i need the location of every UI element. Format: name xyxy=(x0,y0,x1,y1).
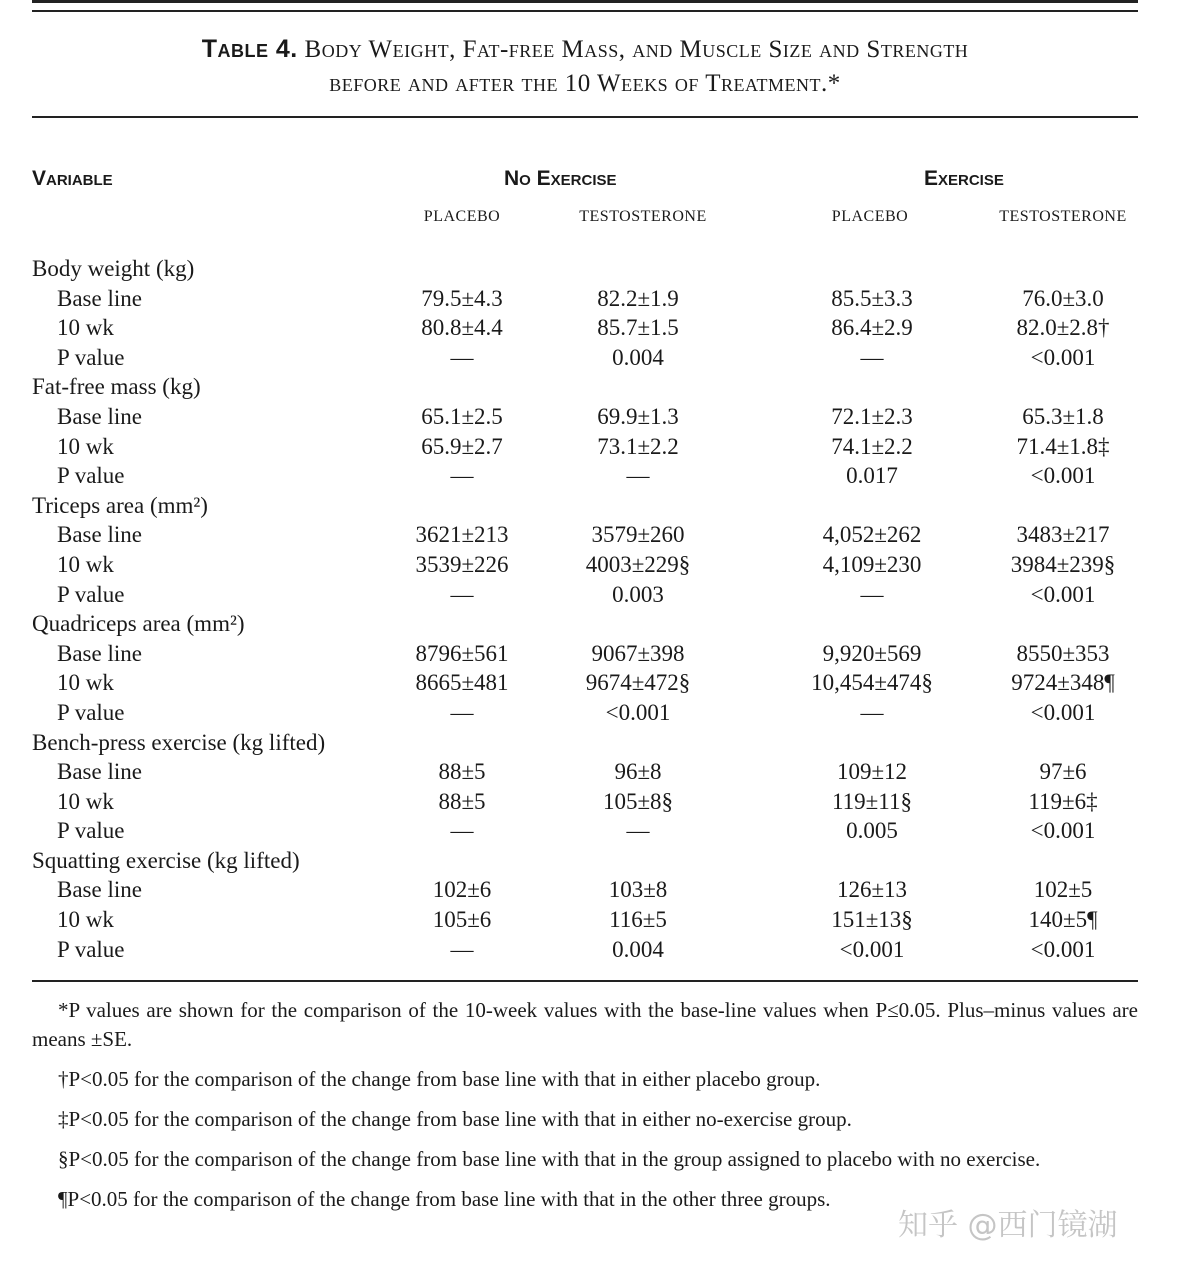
table-title-line2: before and after the 10 Weeks of Treatment.* xyxy=(329,70,841,97)
table-cell: 0.017 xyxy=(846,463,898,489)
table-group-row xyxy=(0,254,1186,284)
group-header-exercise: Exercise xyxy=(924,167,1004,190)
table-cell: 119±11§ xyxy=(832,788,912,814)
variable-label: Squatting exercise (kg lifted) xyxy=(32,847,300,873)
timepoint-label: P value xyxy=(57,463,125,489)
table-row xyxy=(0,461,1186,491)
table-cell: 9,920±569 xyxy=(822,640,922,666)
table-cell: — xyxy=(626,463,650,489)
table-cell: 71.4±1.8‡ xyxy=(1016,433,1110,459)
table-cell: 0.005 xyxy=(846,818,898,844)
table-cell: 82.2±1.9 xyxy=(597,285,679,311)
subheader-placebo-no-exercise: PLACEBO xyxy=(423,208,501,225)
timepoint-label: 10 wk xyxy=(57,551,114,577)
table-cell: 0.004 xyxy=(612,344,664,370)
table-cell: 102±6 xyxy=(432,877,492,903)
table-cell: — xyxy=(450,344,474,370)
table-row xyxy=(0,787,1186,817)
timepoint-label: Base line xyxy=(57,285,142,311)
table-cell: 8796±561 xyxy=(415,640,509,666)
timepoint-label: Base line xyxy=(57,403,142,429)
table-group-row xyxy=(0,609,1186,639)
table-cell: 8550±353 xyxy=(1016,640,1110,666)
table-cell: 4003±229§ xyxy=(585,551,691,577)
table-cell: 0.004 xyxy=(612,936,664,962)
table-cell: 72.1±2.3 xyxy=(831,403,913,429)
table-group-row xyxy=(0,372,1186,402)
footnote-pilcrow: ¶P<0.05 for the comparison of the change from base line with that in the other three groups. xyxy=(58,1187,831,1211)
table-title xyxy=(32,32,1138,101)
table-cell: <0.001 xyxy=(1030,463,1096,489)
table-title-lead: Table 4. xyxy=(201,35,298,63)
table-cell: 9674±472§ xyxy=(585,670,691,696)
table-cell: 3579±260 xyxy=(591,522,685,548)
table-body xyxy=(0,254,1186,964)
timepoint-label: P value xyxy=(57,699,125,725)
header-rule xyxy=(32,116,1138,118)
table-cell: 79.5±4.3 xyxy=(421,285,503,311)
table-cell: <0.001 xyxy=(605,699,671,725)
table-row xyxy=(0,905,1186,935)
footnotes xyxy=(32,996,1138,1225)
timepoint-label: Base line xyxy=(57,522,142,548)
table-row xyxy=(0,432,1186,462)
footnote-dagger: †P<0.05 for the comparison of the change from base line with that in either placebo group. xyxy=(58,1067,821,1091)
timepoint-label: Base line xyxy=(57,640,142,666)
table-row xyxy=(0,402,1186,432)
table-cell: — xyxy=(450,463,474,489)
table-row xyxy=(0,313,1186,343)
timepoint-label: P value xyxy=(57,818,125,844)
table-group-row xyxy=(0,491,1186,521)
variable-label: Fat-free mass (kg) xyxy=(32,374,201,400)
table-row xyxy=(0,698,1186,728)
table-row xyxy=(0,639,1186,669)
table-cell: — xyxy=(450,818,474,844)
table-cell: 116±5 xyxy=(609,907,667,933)
table-cell: 8665±481 xyxy=(415,670,509,696)
table-cell: 65.1±2.5 xyxy=(421,403,503,429)
table-cell: 10,454±474§ xyxy=(811,670,933,696)
table-cell: 88±5 xyxy=(438,759,486,785)
timepoint-label: P value xyxy=(57,581,125,607)
timepoint-label: 10 wk xyxy=(57,670,114,696)
table-cell: 103±8 xyxy=(608,877,668,903)
table-row xyxy=(0,757,1186,787)
variable-label: Quadriceps area (mm²) xyxy=(32,611,245,637)
table-row xyxy=(0,520,1186,550)
subheader-testosterone-no-exercise: TESTOSTERONE xyxy=(579,208,707,225)
table-cell: 9724±348¶ xyxy=(1011,670,1115,696)
table-row xyxy=(0,550,1186,580)
table-cell: 102±5 xyxy=(1033,877,1093,903)
table-cell: <0.001 xyxy=(1030,699,1096,725)
watermark: 知乎 @西门镜湖 xyxy=(898,1208,1118,1243)
table-cell: <0.001 xyxy=(1030,818,1096,844)
table-cell: 97±6 xyxy=(1039,759,1087,785)
column-header-variable: Variable xyxy=(32,167,113,190)
table-cell: 140±5¶ xyxy=(1028,907,1098,933)
table-cell: 3539±226 xyxy=(415,551,509,577)
table-row xyxy=(0,935,1186,965)
subheader-testosterone-exercise: TESTOSTERONE xyxy=(999,208,1127,225)
table-cell: 86.4±2.9 xyxy=(831,315,913,341)
table-cell: 119±6‡ xyxy=(1028,788,1098,814)
table-cell: 4,109±230 xyxy=(822,551,922,577)
table-cell: 3483±217 xyxy=(1016,522,1110,548)
table-row xyxy=(0,343,1186,373)
table-cell: — xyxy=(860,344,884,370)
table-title-text: Body Weight, Fat-free Mass, and Muscle Size and Strength xyxy=(304,36,969,63)
table-cell: — xyxy=(860,699,884,725)
table-row xyxy=(0,875,1186,905)
table-cell: 3621±213 xyxy=(415,522,509,548)
variable-label: Body weight (kg) xyxy=(32,256,195,281)
timepoint-label: P value xyxy=(57,936,125,962)
variable-label: Triceps area (mm²) xyxy=(32,492,208,518)
table-cell: — xyxy=(450,581,474,607)
table-cell: 65.9±2.7 xyxy=(421,433,503,459)
timepoint-label: 10 wk xyxy=(57,315,114,341)
table-cell: 88±5 xyxy=(438,788,486,814)
table-cell: <0.001 xyxy=(1030,936,1096,962)
timepoint-label: 10 wk xyxy=(57,433,114,459)
timepoint-label: Base line xyxy=(57,759,142,785)
table-cell: 82.0±2.8† xyxy=(1016,315,1110,341)
table-cell: 85.7±1.5 xyxy=(597,315,679,341)
table-cell: <0.001 xyxy=(839,936,905,962)
table-cell: — xyxy=(450,936,474,962)
table-cell: 76.0±3.0 xyxy=(1022,285,1104,311)
footnote-double-dagger: ‡P<0.05 for the comparison of the change from base line with that in either no-exercise group. xyxy=(58,1107,852,1131)
timepoint-label: 10 wk xyxy=(57,907,114,933)
top-rule-thin xyxy=(32,10,1138,12)
footnote-asterisk: *P values are shown for the comparison of the 10-week values with the base-line values when P≤0.05. Plus–minus values are means ±SE. xyxy=(32,998,1138,1051)
table-cell: 85.5±3.3 xyxy=(831,285,913,311)
table-cell: 126±13 xyxy=(836,877,908,903)
table-row xyxy=(0,668,1186,698)
timepoint-label: 10 wk xyxy=(57,788,114,814)
table-cell: 80.8±4.4 xyxy=(421,315,503,341)
table-cell: <0.001 xyxy=(1030,581,1096,607)
table-cell: 9067±398 xyxy=(591,640,685,666)
group-header-no-exercise: No Exercise xyxy=(504,167,617,190)
table-cell: 3984±239§ xyxy=(1010,551,1116,577)
table-cell: — xyxy=(626,818,650,844)
table-row xyxy=(0,816,1186,846)
table-cell: 73.1±2.2 xyxy=(597,433,679,459)
table-row xyxy=(0,580,1186,610)
table-cell: 105±8§ xyxy=(602,788,674,814)
table-cell: 151±13§ xyxy=(831,907,913,933)
table-cell: 74.1±2.2 xyxy=(831,433,913,459)
table-cell: 96±8 xyxy=(614,759,662,785)
table-group-row xyxy=(0,728,1186,758)
table-cell: 109±12 xyxy=(836,759,908,785)
table-group-row xyxy=(0,846,1186,876)
table-row xyxy=(0,284,1186,314)
table-cell: 4,052±262 xyxy=(822,522,922,548)
table-cell: 0.003 xyxy=(612,581,664,607)
table-cell: 105±6 xyxy=(432,907,492,933)
footnote-section: §P<0.05 for the comparison of the change from base line with that in the group assigned to placebo with no exercise. xyxy=(58,1147,1041,1171)
table-cell: 69.9±1.3 xyxy=(597,403,679,429)
bottom-rule xyxy=(32,980,1138,982)
table-cell: — xyxy=(860,581,884,607)
table-cell: — xyxy=(450,699,474,725)
timepoint-label: Base line xyxy=(57,877,142,903)
table-cell: 65.3±1.8 xyxy=(1022,403,1104,429)
subheader-placebo-exercise: PLACEBO xyxy=(831,208,909,225)
table-cell: <0.001 xyxy=(1030,344,1096,370)
top-rule-thick xyxy=(32,0,1138,3)
variable-label: Bench-press exercise (kg lifted) xyxy=(32,729,326,755)
timepoint-label: P value xyxy=(57,344,125,370)
